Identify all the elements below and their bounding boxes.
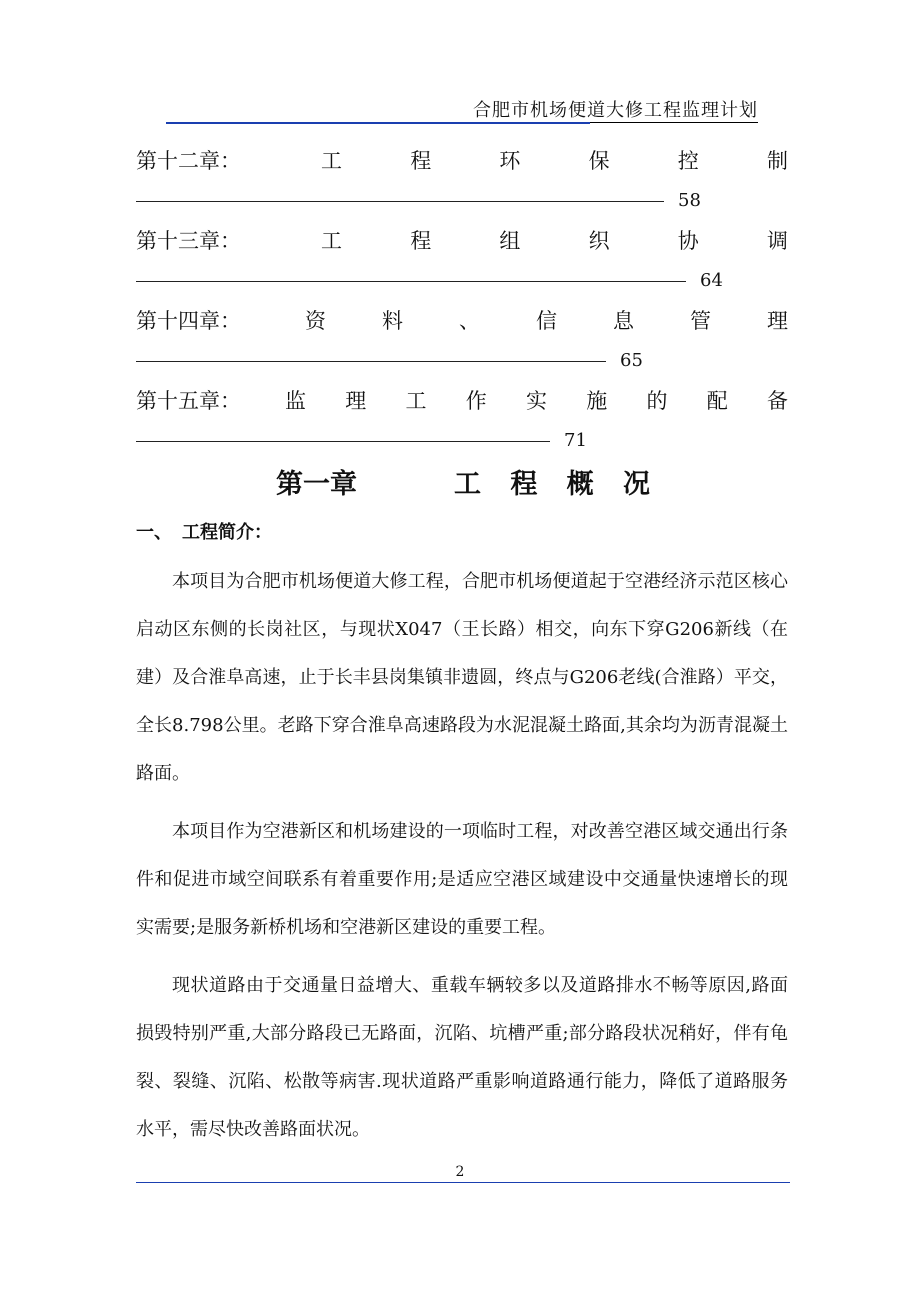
paragraph: 本项目作为空港新区和机场建设的一项临时工程，对改善空港区域交通出行条件和促进市域空间联系有着重要作用;是适应空港区域建设中交通量快速增长的现实需要;是服务新桥机场和空港新区建设的重要工程。 [136,821,788,938]
toc-page-number: 64 [700,270,723,291]
chapter-heading [0,462,920,502]
chapter-title-char: 工 [454,469,481,500]
toc-leader-dashes [136,441,550,442]
toc-entry-13[interactable] [136,226,788,306]
toc-chapter-title [321,226,788,256]
toc-entry-14[interactable] [136,306,788,386]
paragraph: 现状道路由于交通量日益增大、重载车辆较多以及道路排水不畅等原因,路面损毁特别严重,大部分路段已无路面，沉陷、坑槽严重;部分路段状况稍好，伴有龟裂、裂缝、沉陷、松散等病害.现状道路严重影响道路通行能力，降低了道路服务水平，需尽快改善路面状况。 [136,975,788,1140]
toc-title-char: 信 [536,309,557,333]
toc-title-char: 环 [499,149,521,173]
section-heading [136,518,272,544]
chapter-title-char: 况 [622,469,650,500]
toc-page-number: 58 [678,190,701,211]
toc-title-char: 控 [677,149,699,173]
toc-title-char: 组 [499,229,521,253]
header-rule-black [590,122,758,123]
toc-title-char: 工 [321,229,342,253]
toc-title-char: 保 [588,149,610,173]
toc-title-char: 工 [405,389,427,413]
toc-page-number: 65 [620,350,643,371]
toc-title-char: 备 [767,389,788,413]
toc-chapter-title [321,146,788,176]
toc-leader-dashes [136,281,686,282]
header-title: 合肥市机场便道大修工程监理计划 [473,100,758,121]
page-header [136,96,758,124]
header-rule-blue [166,122,590,124]
chapter-title [454,462,650,501]
toc-title-char: 资 [305,309,326,333]
page-number: 2 [455,1164,465,1180]
toc-chapter-title [305,306,788,336]
toc-leader-dashes [136,361,606,362]
section-title: 工程简介： [182,522,272,543]
toc-title-char: 程 [410,229,432,253]
toc-title-char: 协 [677,229,699,253]
toc-chapter-label: 第十二章： [136,149,241,173]
toc-title-char: 的 [646,389,668,413]
toc-title-char: 程 [410,149,432,173]
paragraph: 本项目为合肥市机场便道大修工程，合肥市机场便道起于空港经济示范区核心启动区东侧的长岗社区，与现状X047（王长路）相交，向东下穿G206新线（在建）及合淮阜高速，止于长丰县岗集镇非遗圆，终点与G206老线(合淮路）平交，全长8.798公里。老路下穿合淮阜高速路段为水泥混凝土路面,其余均为沥青混凝土路面。 [136,571,788,784]
toc-entry-12[interactable] [136,146,788,226]
toc-title-char: 调 [766,229,788,253]
toc-chapter-label: 第十五章： [136,389,241,413]
toc-title-char: 实 [526,389,547,413]
section-number: 一、 [136,522,172,543]
toc-title-char: 息 [613,309,634,333]
toc-title-char: 施 [586,389,608,413]
toc-chapter-label: 第十三章： [136,229,241,253]
toc-leader-dashes [136,201,664,202]
toc-entry-15[interactable] [136,386,788,466]
chapter-title-char: 概 [566,469,594,500]
toc-title-char: 监 [285,389,306,413]
footer-rule [136,1182,790,1183]
toc-title-char: 工 [321,149,342,173]
toc-title-char: 织 [588,229,610,253]
toc-title-char: 管 [690,309,711,333]
toc-title-char: 理 [767,309,788,333]
toc-page-number: 71 [564,430,587,451]
body-text [136,558,788,1164]
toc-title-char: 、 [459,309,480,333]
chapter-number: 第一章 [276,469,357,500]
toc-title-char: 作 [465,389,487,413]
table-of-contents [136,146,788,466]
toc-title-char: 制 [766,149,788,173]
toc-title-char: 配 [706,389,728,413]
toc-chapter-label: 第十四章： [136,309,241,333]
chapter-title-char: 程 [510,469,538,500]
toc-title-char: 料 [382,309,403,333]
toc-title-char: 理 [345,389,367,413]
toc-chapter-title [285,386,788,416]
